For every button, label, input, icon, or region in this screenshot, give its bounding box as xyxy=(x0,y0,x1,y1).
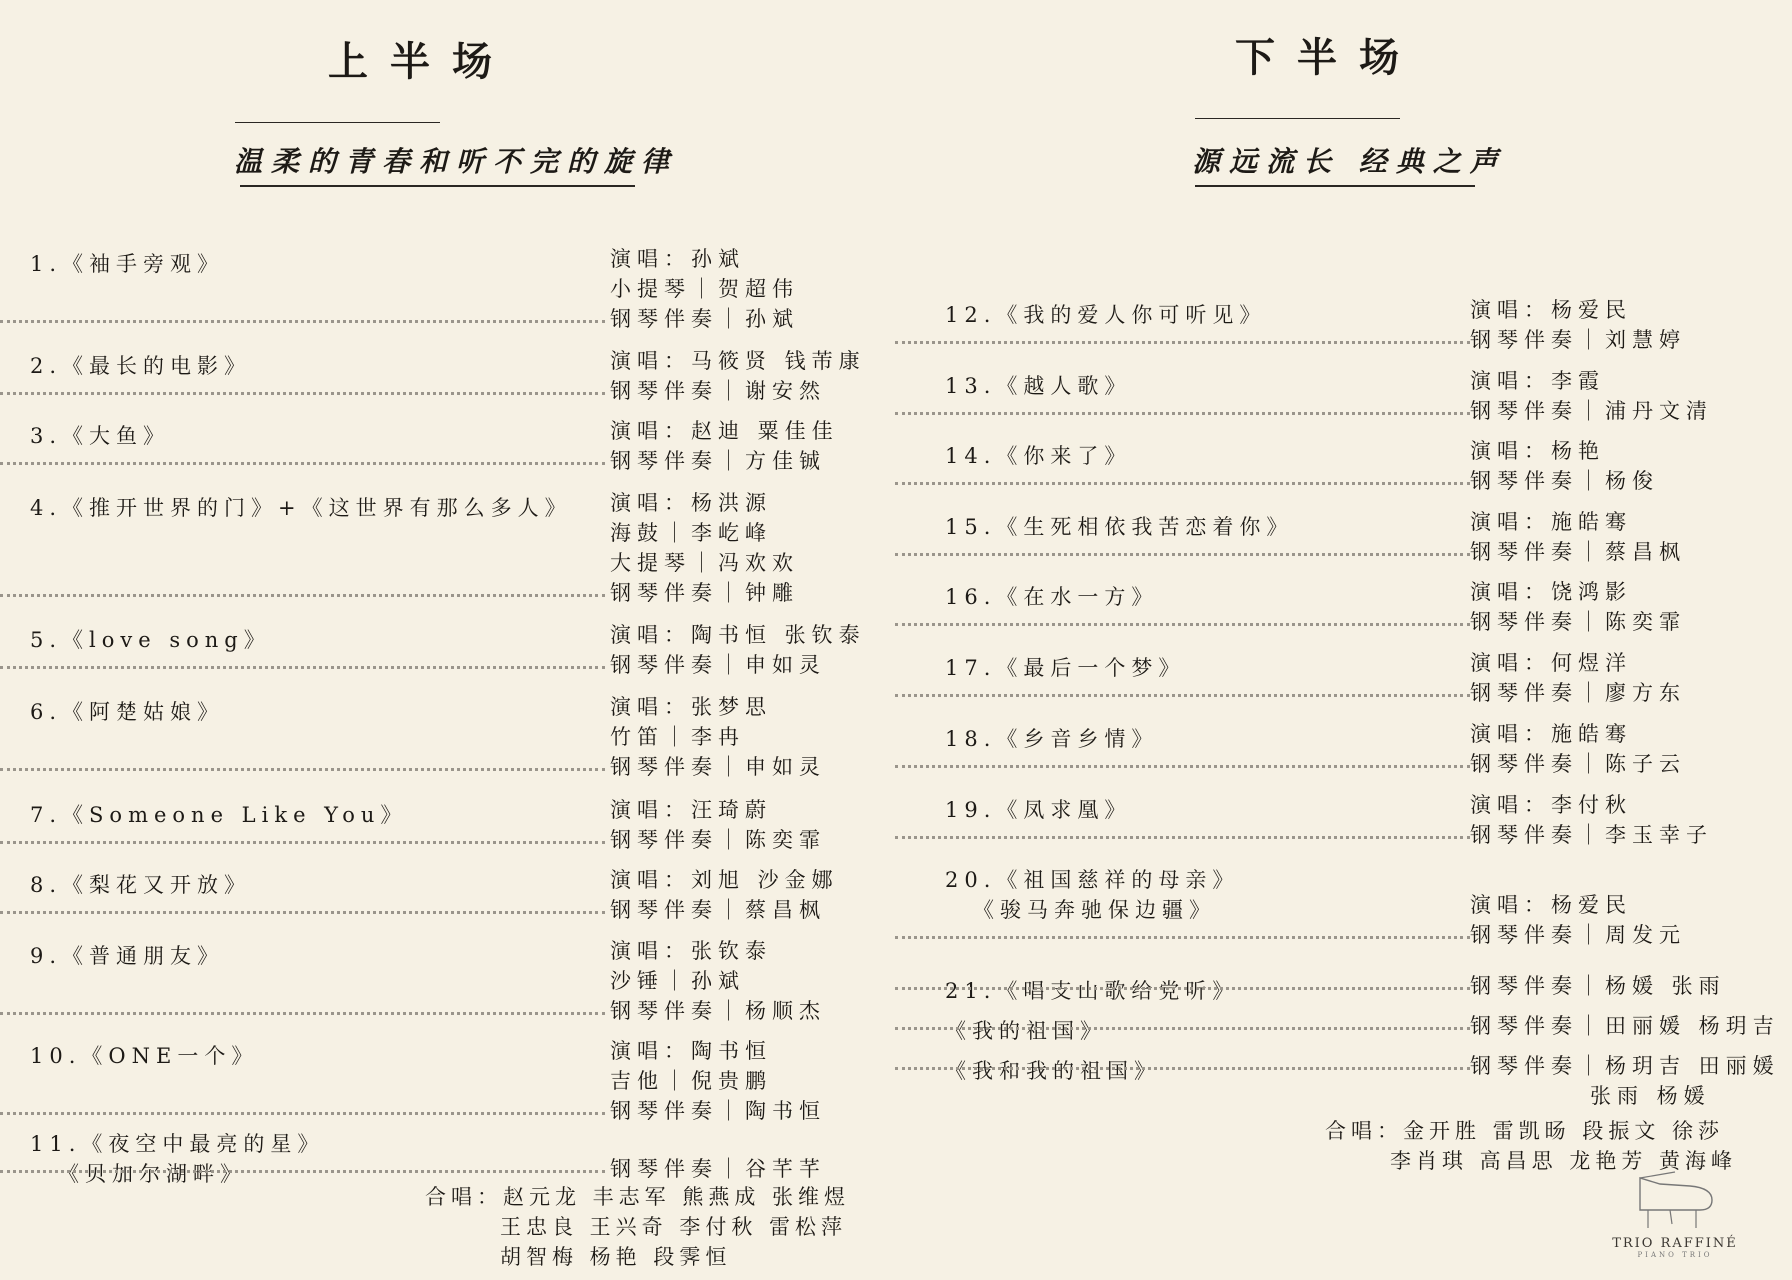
song-title: 20.《祖国慈祥的母亲》 xyxy=(945,868,1240,892)
performer-line: 钢琴伴奏｜陶书恒 xyxy=(610,1099,826,1123)
song-title: 7.《Someone Like You》 xyxy=(30,803,408,827)
song-title: 13.《越人歌》 xyxy=(945,374,1132,398)
song-title: 9.《普通朋友》 xyxy=(30,944,225,968)
dotted-leader xyxy=(895,936,1470,939)
dotted-leader xyxy=(0,841,605,844)
dotted-leader xyxy=(895,623,1470,626)
dotted-leader xyxy=(0,666,605,669)
dotted-leader xyxy=(0,1170,605,1173)
song-title: 1.《袖手旁观》 xyxy=(30,252,225,276)
dotted-leader xyxy=(895,694,1470,697)
performer-line: 钢琴伴奏｜方佳铖 xyxy=(610,449,826,473)
performer-line: 演唱：杨洪源 xyxy=(610,491,772,515)
song-title: 4.《推开世界的门》+《这世界有那么多人》 xyxy=(30,496,572,520)
performer-line: 演唱：孙斌 xyxy=(610,247,745,271)
performer-line: 钢琴伴奏｜陈奕霏 xyxy=(610,828,826,852)
performer-line: 钢琴伴奏｜周发元 xyxy=(1470,923,1686,947)
first-half-title: 上半场 xyxy=(328,38,514,85)
performer-line: 沙锤｜孙斌 xyxy=(610,969,745,993)
dotted-leader xyxy=(895,1067,1470,1070)
trio-raffine-logo xyxy=(1600,1170,1750,1270)
performer-line: 演唱：张梦思 xyxy=(610,695,772,719)
song-title: 12.《我的爱人你可听见》 xyxy=(945,303,1267,327)
performer-line: 演唱：刘旭 沙金娜 xyxy=(610,868,839,892)
performer-line: 海鼓｜李屹峰 xyxy=(610,521,772,545)
performer-line: 钢琴伴奏｜蔡昌枫 xyxy=(1470,540,1686,564)
song-title: 21.《唱支山歌给党听》 xyxy=(945,979,1240,1003)
dotted-leader xyxy=(0,768,605,771)
title-rule-left xyxy=(235,122,440,123)
performer-line: 钢琴伴奏｜申如灵 xyxy=(610,653,826,677)
performer-line: 演唱：赵迪 粟佳佳 xyxy=(610,419,839,443)
song-title: 17.《最后一个梦》 xyxy=(945,656,1186,680)
song-title: 10.《ONE一个》 xyxy=(30,1044,259,1068)
dotted-leader xyxy=(0,911,605,914)
song-title-secondary: 《贝加尔湖畔》 xyxy=(58,1162,247,1186)
dotted-leader xyxy=(0,1112,605,1115)
chorus-line: 李肖琪 高昌思 龙艳芳 黄海峰 xyxy=(1390,1149,1738,1173)
song-title: 14.《你来了》 xyxy=(945,444,1132,468)
song-title: 8.《梨花又开放》 xyxy=(30,873,252,897)
performer-line: 演唱：杨爱民 xyxy=(1470,298,1632,322)
dotted-leader xyxy=(0,462,605,465)
dotted-leader xyxy=(895,412,1470,415)
dotted-leader xyxy=(895,341,1470,344)
logo-tagline: PIANO TRIO xyxy=(1637,1251,1713,1259)
performer-line: 演唱：李付秋 xyxy=(1470,793,1632,817)
song-title: 《我的祖国》 xyxy=(945,1019,1107,1043)
performer-line: 钢琴伴奏｜申如灵 xyxy=(610,755,826,779)
song-title: 11.《夜空中最亮的星》 xyxy=(30,1132,325,1156)
performer-line: 演唱：李霞 xyxy=(1470,369,1605,393)
song-title: 《我和我的祖国》 xyxy=(945,1059,1161,1083)
performer-line: 钢琴伴奏｜李玉幸子 xyxy=(1470,823,1713,847)
chorus-line: 胡智梅 杨艳 段霁恒 xyxy=(500,1245,732,1269)
performer-line: 钢琴伴奏｜杨媛 张雨 xyxy=(1470,974,1726,998)
performer-line: 钢琴伴奏｜孙斌 xyxy=(610,307,799,331)
dotted-leader xyxy=(0,1012,605,1015)
song-title: 2.《最长的电影》 xyxy=(30,354,252,378)
performer-line: 小提琴｜贺超伟 xyxy=(610,277,799,301)
performer-line: 演唱：张钦泰 xyxy=(610,939,772,963)
chorus-line: 合唱：赵元龙 丰志军 熊燕成 张维煜 xyxy=(425,1185,851,1209)
performer-line: 演唱：马筱贤 钱芾康 xyxy=(610,349,866,373)
performer-line: 演唱：汪琦蔚 xyxy=(610,798,772,822)
second-half-subtitle: 源远流长 经典之声 xyxy=(1192,145,1507,178)
performer-line: 钢琴伴奏｜廖方东 xyxy=(1470,681,1686,705)
second-half-title: 下半场 xyxy=(1235,34,1421,81)
performer-line: 竹笛｜李冉 xyxy=(610,725,745,749)
dotted-leader xyxy=(895,987,1470,990)
logo-name: TRIO RAFFINÉ xyxy=(1612,1236,1738,1251)
performer-line: 钢琴伴奏｜杨顺杰 xyxy=(610,999,826,1023)
performer-line: 钢琴伴奏｜谷芊芊 xyxy=(610,1157,826,1181)
subtitle-underline-left xyxy=(240,185,635,187)
performer-line: 钢琴伴奏｜刘慧婷 xyxy=(1470,328,1686,352)
performer-line: 演唱：施皓骞 xyxy=(1470,722,1632,746)
song-title: 16.《在水一方》 xyxy=(945,585,1159,609)
dotted-leader xyxy=(895,482,1470,485)
performer-line: 张雨 杨媛 xyxy=(1590,1084,1711,1108)
song-title: 3.《大鱼》 xyxy=(30,424,171,448)
performer-line: 演唱：饶鸿影 xyxy=(1470,580,1632,604)
performer-line: 钢琴伴奏｜田丽媛 杨玥吉 xyxy=(1470,1014,1780,1038)
performer-line: 钢琴伴奏｜杨俊 xyxy=(1470,469,1659,493)
dotted-leader xyxy=(895,836,1470,839)
performer-line: 演唱：陶书恒 xyxy=(610,1039,772,1063)
performer-line: 钢琴伴奏｜陈子云 xyxy=(1470,752,1686,776)
performer-line: 钢琴伴奏｜浦丹文清 xyxy=(1470,399,1713,423)
dotted-leader xyxy=(0,320,605,323)
dotted-leader xyxy=(895,1027,1470,1030)
song-title: 18.《乡音乡情》 xyxy=(945,727,1159,751)
performer-line: 演唱：杨爱民 xyxy=(1470,893,1632,917)
first-half-subtitle: 温柔的青春和听不完的旋律 xyxy=(234,145,679,178)
performer-line: 大提琴｜冯欢欢 xyxy=(610,551,799,575)
dotted-leader xyxy=(895,765,1470,768)
performer-line: 吉他｜倪贵鹏 xyxy=(610,1069,772,1093)
dotted-leader xyxy=(0,594,605,597)
performer-line: 钢琴伴奏｜杨玥吉 田丽媛 xyxy=(1470,1054,1780,1078)
grand-piano-icon xyxy=(1630,1170,1720,1232)
song-title: 19.《凤求凰》 xyxy=(945,798,1132,822)
performer-line: 钢琴伴奏｜钟雕 xyxy=(610,581,799,605)
title-rule-right xyxy=(1195,118,1400,119)
chorus-line: 王忠良 王兴奇 李付秋 雷松萍 xyxy=(500,1215,848,1239)
dotted-leader xyxy=(0,392,605,395)
song-title-secondary: 《骏马奔驰保边疆》 xyxy=(973,898,1216,922)
song-title: 15.《生死相依我苦恋着你》 xyxy=(945,515,1294,539)
performer-line: 演唱：施皓骞 xyxy=(1470,510,1632,534)
song-title: 5.《love song》 xyxy=(30,628,271,652)
performer-line: 演唱：陶书恒 张钦泰 xyxy=(610,623,866,647)
chorus-line: 合唱：金开胜 雷凯旸 段振文 徐莎 xyxy=(1325,1119,1725,1143)
performer-line: 钢琴伴奏｜谢安然 xyxy=(610,379,826,403)
performer-line: 钢琴伴奏｜蔡昌枫 xyxy=(610,898,826,922)
dotted-leader xyxy=(895,553,1470,556)
song-title: 6.《阿楚姑娘》 xyxy=(30,700,225,724)
performer-line: 演唱：何煜洋 xyxy=(1470,651,1632,675)
performer-line: 演唱：杨艳 xyxy=(1470,439,1605,463)
performer-line: 钢琴伴奏｜陈奕霏 xyxy=(1470,610,1686,634)
subtitle-underline-right xyxy=(1195,185,1475,187)
